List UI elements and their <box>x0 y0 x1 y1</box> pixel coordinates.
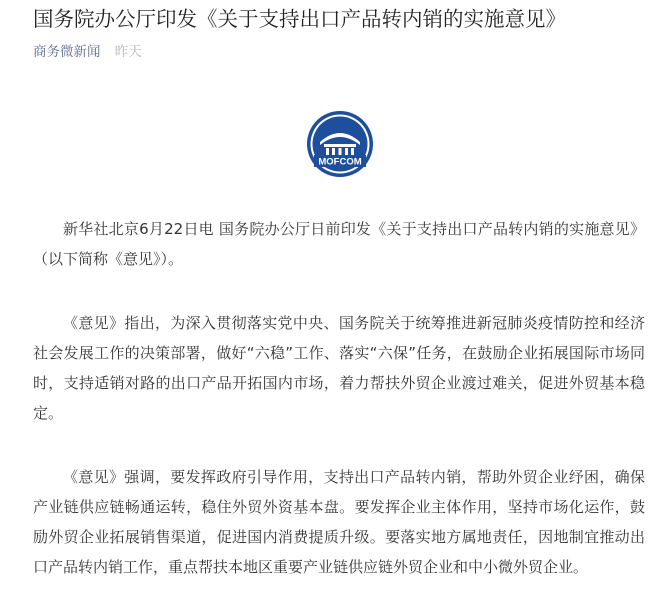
article-meta <box>33 42 142 62</box>
logo-column-2 <box>332 148 335 156</box>
paragraph-2: 《意见》指出，为深入贯彻落实党中央、国务院关于统筹推进新冠肺炎疫情防控和经济社会发展工作的决策部署，做好“六稳”工作、落实“六保”任务，在鼓励企业拓展国际市场同时，支持适销对路的出口产品开拓国内市场，着力帮扶外贸企业渡过难关，促进外贸基本稳定。 <box>33 314 645 422</box>
paragraph-3: 《意见》强调，要发挥政府引导作用，支持出口产品转内销，帮助外贸企业纾困，确保产业链供应链畅通运转，稳住外贸外资基本盘。要发挥企业主体作用，坚持市场化运作，鼓励外贸企业拓展销售渠道，促进国内消费提质升级。要落实地方属地责任，因地制宜推动出口产品转内销工作，重点帮扶本地区重要产业链供应链外贸企业和中小微外贸企业。 <box>33 468 645 576</box>
logo-beam <box>324 144 356 147</box>
logo-column-5 <box>351 148 354 156</box>
source-link[interactable]: 商务微新闻 <box>33 44 101 60</box>
mofcom-logo-svg <box>306 110 374 178</box>
article-title: 国务院办公厅印发《关于支持出口产品转内销的实施意见》 <box>33 7 566 31</box>
mofcom-logo-icon <box>306 110 374 178</box>
logo-text: MOFCOM <box>318 156 362 168</box>
logo-column-1 <box>326 148 329 156</box>
publish-time: 昨天 <box>114 44 142 60</box>
paragraph-1: 新华社北京6月22日电 国务院办公厅日前印发《关于支持出口产品转内销的实施意见》（以下简称《意见》）。 <box>33 220 645 268</box>
logo-column-3 <box>339 148 342 156</box>
logo-column-4 <box>345 148 348 156</box>
